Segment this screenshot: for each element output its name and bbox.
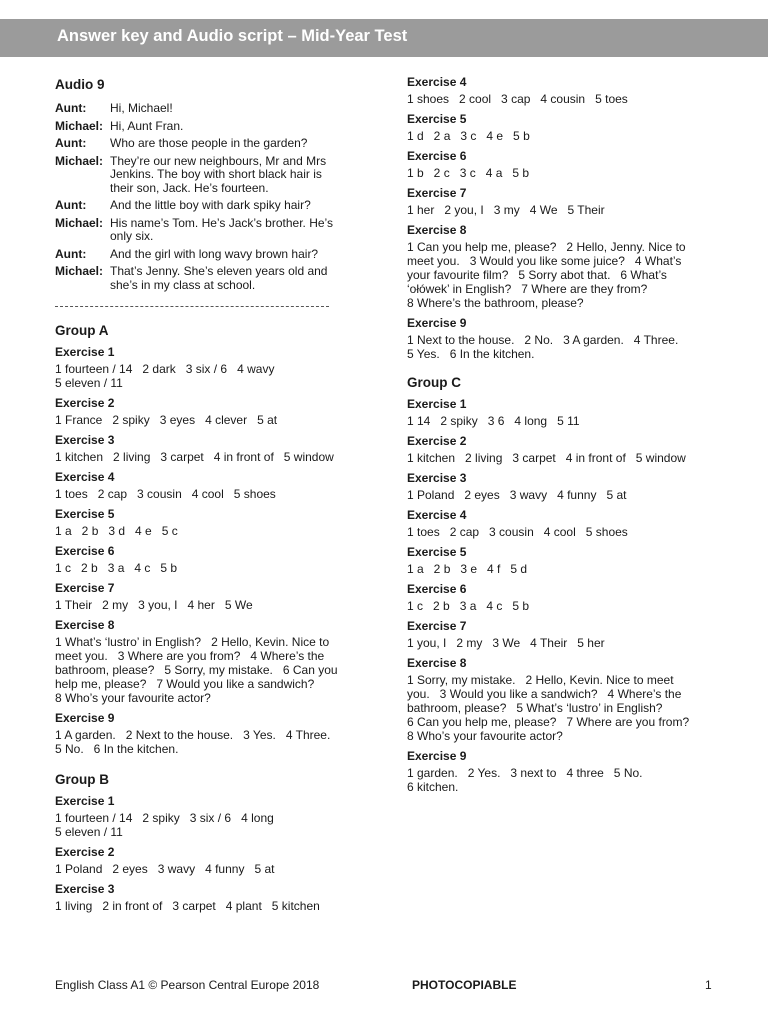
group-b-continued <box>407 75 717 361</box>
exercise-answers <box>55 811 365 839</box>
answer-line: 1 d 2 a 3 c 4 e 5 b <box>407 129 530 143</box>
answer-line: 1 shoes 2 cool 3 cap 4 cousin 5 toes <box>407 92 628 106</box>
answer-line: 1 Their 2 my 3 you, I 4 her 5 We <box>55 598 253 612</box>
answer-line: help me, please? 7 Would you like a sandwich? <box>55 677 315 691</box>
answer-line: 1 a 2 b 3 e 4 f 5 d <box>407 562 528 576</box>
exercise-answers <box>55 561 365 575</box>
exercise-answers <box>55 728 365 756</box>
exercise-title: Exercise 2 <box>55 396 115 410</box>
answer-line: 1 you, I 2 my 3 We 4 Their 5 her <box>407 636 605 650</box>
dialogue-text <box>110 217 365 244</box>
page-title: Answer key and Audio script – Mid-Year Test <box>57 27 408 45</box>
answer-line: 1 Poland 2 eyes 3 wavy 4 funny 5 at <box>55 862 275 876</box>
exercise-answers <box>55 899 365 913</box>
exercise-answers <box>407 333 717 361</box>
exercise-title: Exercise 6 <box>407 582 467 596</box>
exercise-title: Exercise 4 <box>407 508 467 522</box>
exercise-title: Exercise 7 <box>407 186 467 200</box>
exercise-answers <box>407 766 717 794</box>
exercise-title: Exercise 1 <box>55 794 115 808</box>
exercise-title: Exercise 6 <box>407 149 467 163</box>
dialogue-text <box>110 265 365 292</box>
dialogue-line <box>55 265 365 292</box>
exercise-answers <box>407 129 717 143</box>
answer-line: meet you. 3 Where are you from? 4 Where’s the <box>55 649 325 663</box>
answer-line: 1 kitchen 2 living 3 carpet 4 in front of 5 window <box>407 451 686 465</box>
exercise-title: Exercise 8 <box>55 618 115 632</box>
dialogue-text-line: Jenkins. The boy with short black hair is <box>110 167 322 181</box>
dialogue-text-line: she’s in my class at school. <box>110 277 256 292</box>
answer-line: 5 Yes. 6 In the kitchen. <box>407 347 535 361</box>
exercise-title: Exercise 5 <box>407 112 467 126</box>
exercise-title: Exercise 8 <box>407 223 467 237</box>
section-divider <box>55 306 329 307</box>
footer-photocopiable: PHOTOCOPIABLE <box>412 978 517 992</box>
answer-line: 1 fourteen / 14 2 spiky 3 six / 6 4 long <box>55 811 274 825</box>
answer-line: 1 living 2 in front of 3 carpet 4 plant 5 kitchen <box>55 899 320 913</box>
exercise-title: Exercise 4 <box>407 75 467 89</box>
answer-line: meet you. 3 Would you like some juice? 4 What’s <box>407 254 682 268</box>
right-column <box>407 70 717 794</box>
answer-line: 1 a 2 b 3 d 4 e 5 c <box>55 524 178 538</box>
dialogue-line <box>55 199 365 213</box>
answer-line: 1 What’s ‘lustro’ in English? 2 Hello, Kevin. Nice to <box>55 635 330 649</box>
dialogue-text <box>110 102 365 116</box>
dialogue-line <box>55 120 365 134</box>
exercise-title: Exercise 5 <box>407 545 467 559</box>
dialogue-text <box>110 155 365 196</box>
exercise-title: Exercise 7 <box>407 619 467 633</box>
speaker-name: Michael: <box>55 153 104 168</box>
dialogue-text <box>110 137 365 151</box>
answer-line: ‘ołówek’ in English? 7 Where are they from? <box>407 282 648 296</box>
speaker-name: Michael: <box>55 118 104 133</box>
answer-line: 1 14 2 spiky 3 6 4 long 5 11 <box>407 414 580 428</box>
speaker-name: Michael: <box>55 215 104 230</box>
dialogue-text-line: They’re our new neighbours, Mr and Mrs <box>110 153 327 168</box>
exercise-title: Exercise 9 <box>407 749 467 763</box>
exercise-title: Exercise 5 <box>55 507 115 521</box>
answer-line: 1 b 2 c 3 c 4 a 5 b <box>407 166 530 180</box>
dialogue-line <box>55 102 365 116</box>
exercise-title: Exercise 1 <box>407 397 467 411</box>
dialogue-text-line: And the little boy with dark spiky hair? <box>110 198 311 212</box>
dialogue-text-line: That’s Jenny. She’s eleven years old and <box>110 264 328 278</box>
exercise-title: Exercise 1 <box>55 345 115 359</box>
exercise-answers <box>407 525 717 539</box>
dialogue-text <box>110 120 365 134</box>
exercise-answers <box>407 599 717 613</box>
header-banner <box>0 19 768 57</box>
speaker-name: Michael: <box>55 264 104 278</box>
exercise-answers <box>55 450 365 464</box>
dialogue-text-line: His name’s Tom. He’s Jack’s brother. He’s <box>110 215 333 230</box>
answer-line: 1 Next to the house. 2 No. 3 A garden. 4 Three. <box>407 333 679 347</box>
exercise-answers <box>55 487 365 501</box>
dialogue-line <box>55 248 365 262</box>
dialogue-text <box>110 248 365 262</box>
exercise-answers <box>407 166 717 180</box>
exercise-title: Exercise 8 <box>407 656 467 670</box>
group-title: Group B <box>55 772 109 787</box>
speaker-name: Aunt: <box>55 101 87 115</box>
exercise-title: Exercise 2 <box>407 434 467 448</box>
exercise-answers <box>407 414 717 428</box>
answer-line: 1 Can you help me, please? 2 Hello, Jenny. Nice to <box>407 240 686 254</box>
answer-line: 8 Where’s the bathroom, please? <box>407 296 584 310</box>
exercise-answers <box>55 598 365 612</box>
exercise-title: Exercise 2 <box>55 845 115 859</box>
exercise-answers <box>55 524 365 538</box>
exercise-answers <box>407 92 717 106</box>
exercise-title: Exercise 9 <box>407 316 467 330</box>
dialogue-text-line: Hi, Michael! <box>110 101 173 115</box>
dialogue-text-line: And the girl with long wavy brown hair? <box>110 246 319 261</box>
exercise-answers <box>55 362 365 390</box>
dialogue-text-line: Who are those people in the garden? <box>110 136 308 150</box>
dialogue-text-line: Hi, Aunt Fran. <box>110 118 184 133</box>
speaker-name: Aunt: <box>55 136 87 150</box>
answer-line: 1 Sorry, my mistake. 2 Hello, Kevin. Nice to meet <box>407 673 674 687</box>
dialogue-text <box>110 199 365 213</box>
exercise-answers <box>55 862 365 876</box>
answer-line: 1 c 2 b 3 a 4 c 5 b <box>407 599 530 613</box>
exercise-answers <box>55 413 365 427</box>
page-number: 1 <box>705 978 712 992</box>
exercise-answers <box>407 636 717 650</box>
dialogue-text-line: only six. <box>110 229 154 243</box>
group-a-section <box>55 323 365 756</box>
audio-script <box>55 102 365 292</box>
answer-line: 5 eleven / 11 <box>55 376 123 390</box>
answer-line: 1 Poland 2 eyes 3 wavy 4 funny 5 at <box>407 488 627 502</box>
answer-line: 8 Who’s your favourite actor? <box>407 729 563 743</box>
answer-line: 1 kitchen 2 living 3 carpet 4 in front of 5 window <box>55 450 334 464</box>
answer-line: 6 kitchen. <box>407 780 459 794</box>
answer-line: 1 c 2 b 3 a 4 c 5 b <box>55 561 178 575</box>
exercise-answers <box>407 562 717 576</box>
answer-line: 5 eleven / 11 <box>55 825 123 839</box>
dialogue-line <box>55 137 365 151</box>
dialogue-text-line: their son, Jack. He’s fourteen. <box>110 180 269 195</box>
speaker-name: Aunt: <box>55 246 87 261</box>
left-column <box>55 70 365 913</box>
answer-line: 8 Who’s your favourite actor? <box>55 691 211 705</box>
answer-line: you. 3 Would you like a sandwich? 4 Where’s the <box>407 687 682 701</box>
exercise-answers <box>407 451 717 465</box>
exercise-answers <box>407 673 717 743</box>
exercise-answers <box>407 203 717 217</box>
exercise-answers <box>407 488 717 502</box>
answer-line: 1 her 2 you, I 3 my 4 We 5 Their <box>407 203 605 217</box>
exercise-title: Exercise 6 <box>55 544 115 558</box>
group-title: Group A <box>55 323 109 338</box>
dialogue-line <box>55 217 365 244</box>
exercise-answers <box>407 240 717 310</box>
answer-line: 5 No. 6 In the kitchen. <box>55 742 179 756</box>
answer-line: bathroom, please? 5 What’s ‘lustro’ in English? <box>407 701 663 715</box>
footer-copyright: English Class A1 © Pearson Central Europe 2018 <box>55 978 320 992</box>
answer-line: bathroom, please? 5 Sorry, my mistake. 6 Can you <box>55 663 338 677</box>
exercise-title: Exercise 3 <box>55 882 115 896</box>
exercise-title: Exercise 4 <box>55 470 115 484</box>
group-b-section <box>55 772 365 913</box>
group-title: Group C <box>407 375 461 390</box>
exercise-title: Exercise 3 <box>407 471 467 485</box>
audio-heading: Audio 9 <box>55 77 105 92</box>
exercise-title: Exercise 9 <box>55 711 115 725</box>
dialogue-line <box>55 155 365 196</box>
exercise-title: Exercise 3 <box>55 433 115 447</box>
answer-line: 1 toes 2 cap 3 cousin 4 cool 5 shoes <box>407 525 628 539</box>
answer-line: 1 France 2 spiky 3 eyes 4 clever 5 at <box>55 413 278 427</box>
answer-line: 1 garden. 2 Yes. 3 next to 4 three 5 No. <box>407 766 643 780</box>
speaker-name: Aunt: <box>55 198 87 212</box>
answer-line: 1 toes 2 cap 3 cousin 4 cool 5 shoes <box>55 487 276 501</box>
answer-line: 1 A garden. 2 Next to the house. 3 Yes. 4 Three. <box>55 728 331 742</box>
exercise-answers <box>55 635 365 705</box>
answer-line: your favourite film? 5 Sorry abot that. 6 What’s <box>407 268 667 282</box>
group-c-section <box>407 375 717 794</box>
exercise-title: Exercise 7 <box>55 581 115 595</box>
answer-line: 6 Can you help me, please? 7 Where are you from? <box>407 715 690 729</box>
answer-line: 1 fourteen / 14 2 dark 3 six / 6 4 wavy <box>55 362 275 376</box>
